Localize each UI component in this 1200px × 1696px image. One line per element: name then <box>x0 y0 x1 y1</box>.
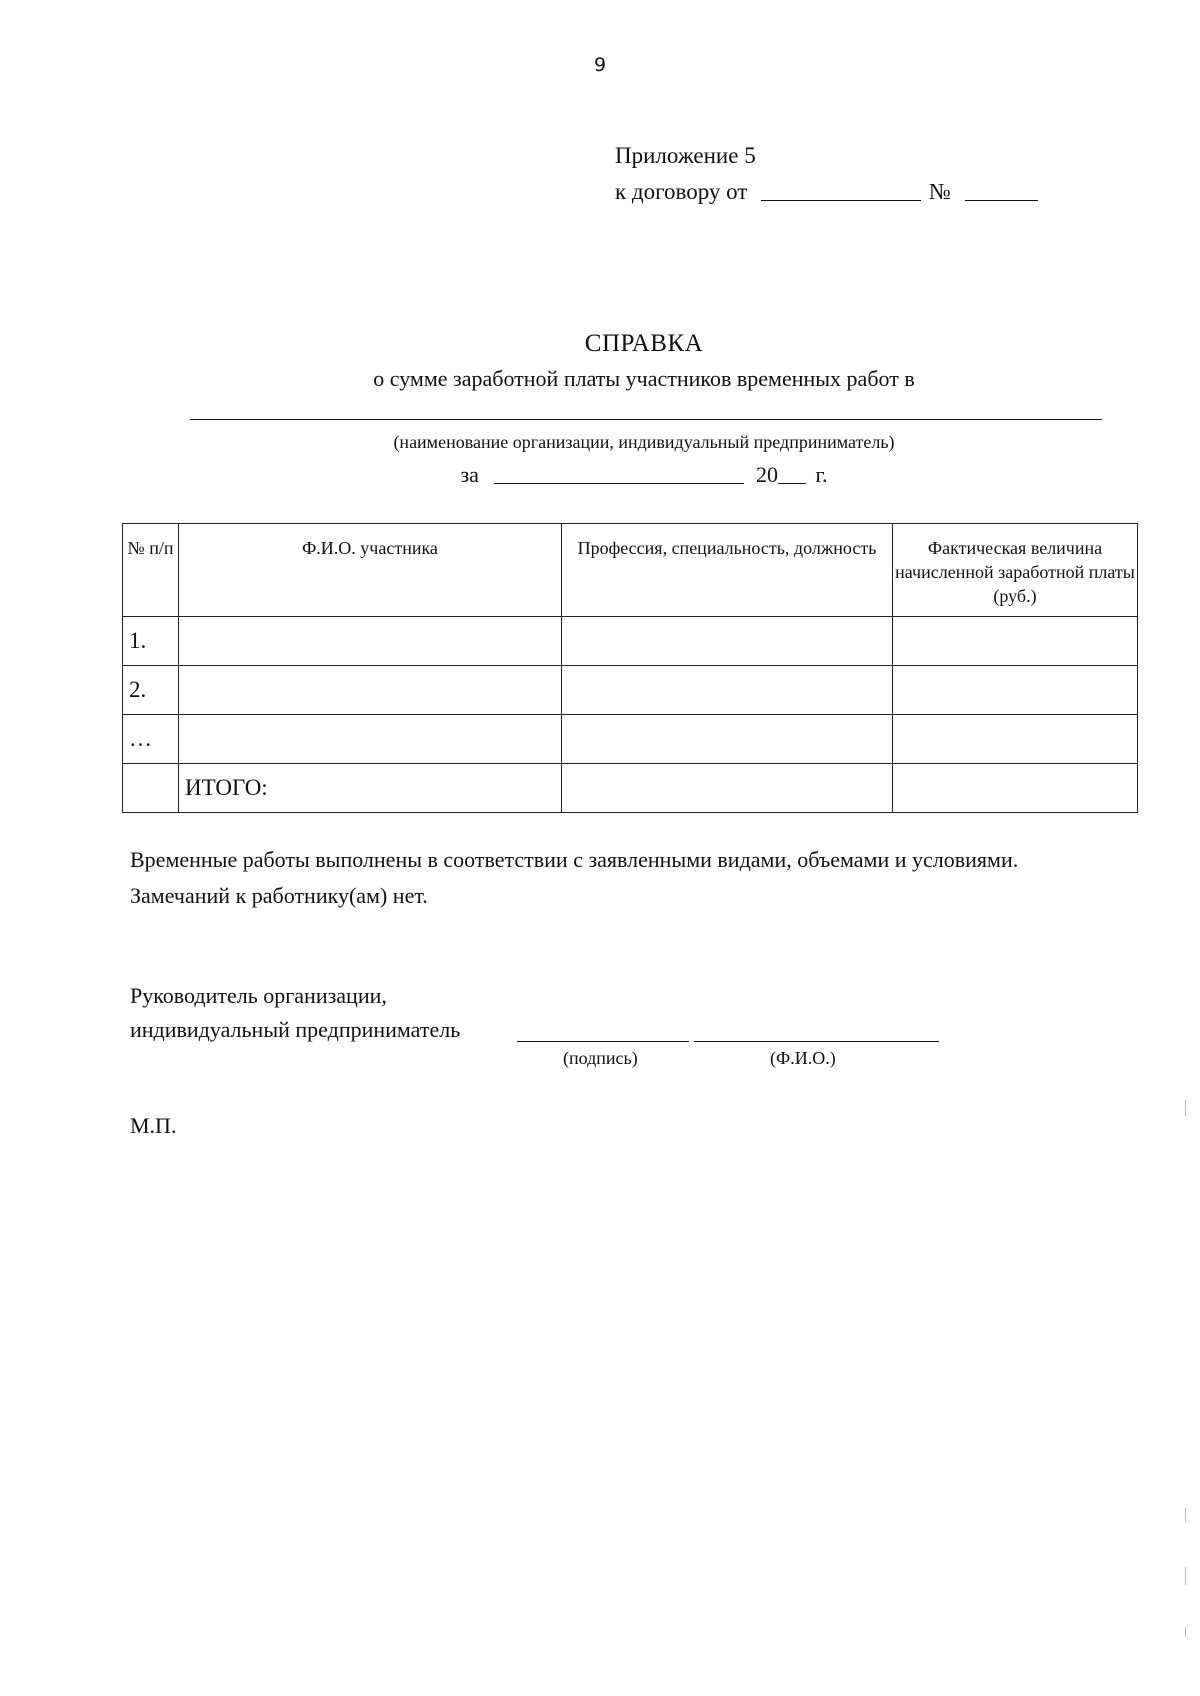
profession-cell[interactable] <box>562 764 893 813</box>
table-row <box>123 666 1138 715</box>
salary-table <box>122 523 1138 813</box>
period-field[interactable] <box>494 483 744 484</box>
scan-artifact <box>1185 1567 1186 1585</box>
signer-block <box>130 979 460 1047</box>
salary-cell[interactable] <box>893 617 1138 666</box>
scan-artifact <box>1185 1627 1186 1637</box>
header-profession: Профессия, специальность, должность <box>562 524 893 617</box>
signature-field[interactable] <box>517 1041 689 1042</box>
row-number: 2. <box>123 666 179 715</box>
stamp-mark: М.П. <box>130 1113 177 1138</box>
annex-header <box>615 138 1038 210</box>
contract-number-field[interactable] <box>965 200 1038 201</box>
header-salary: Фактическая величина начисленной заработной платы (руб.) <box>893 524 1138 617</box>
contract-date-field[interactable] <box>761 200 921 201</box>
full-name-cell[interactable] <box>179 617 562 666</box>
signer-name-caption: (Ф.И.О.) <box>770 1048 836 1068</box>
profession-cell[interactable] <box>562 666 893 715</box>
table-row <box>123 617 1138 666</box>
statement-text: Временные работы выполнены в соответствии с заявленными видами, объемами и условиями. Замечаний к работнику(ам) нет. <box>130 847 1019 908</box>
page-number: 9 <box>593 54 607 76</box>
signer-name-field[interactable] <box>694 1041 939 1042</box>
header-number: № п/п <box>123 524 179 617</box>
annex-title: Приложение 5 <box>615 143 756 168</box>
organization-caption: (наименование организации, индивидуальный предприниматель) <box>393 432 895 452</box>
salary-cell[interactable] <box>893 715 1138 764</box>
full-name-cell[interactable] <box>179 715 562 764</box>
number-sign: № <box>928 179 951 204</box>
scan-artifact <box>1185 1508 1186 1522</box>
organization-name-field[interactable] <box>190 419 1102 420</box>
document-subtitle: о сумме заработной платы участников временных работ в <box>373 366 915 391</box>
year-prefix: 20 <box>755 462 778 487</box>
row-number: … <box>123 715 179 764</box>
contract-reference <box>615 174 1038 210</box>
year-field[interactable] <box>778 483 806 484</box>
document-title: СПРАВКА <box>584 330 704 357</box>
profession-cell[interactable] <box>562 715 893 764</box>
signer-title: Руководитель организации, <box>130 983 387 1008</box>
row-number <box>123 764 179 813</box>
scan-artifact <box>1185 1100 1186 1116</box>
signer-role: индивидуальный предприниматель <box>130 1017 461 1042</box>
total-label: ИТОГО: <box>179 764 562 813</box>
period-prefix: за <box>460 462 479 487</box>
table-header-row <box>123 524 1138 617</box>
period-line <box>0 462 1200 488</box>
table-row <box>123 715 1138 764</box>
header-full-name: Ф.И.О. участника <box>179 524 562 617</box>
total-row <box>123 764 1138 813</box>
salary-cell[interactable] <box>893 666 1138 715</box>
profession-cell[interactable] <box>562 617 893 666</box>
salary-total-cell[interactable] <box>893 764 1138 813</box>
row-number: 1. <box>123 617 179 666</box>
contract-prefix: к договору от <box>615 179 748 204</box>
year-suffix: г. <box>815 462 828 487</box>
signature-caption: (подпись) <box>563 1048 638 1068</box>
full-name-cell[interactable] <box>179 666 562 715</box>
